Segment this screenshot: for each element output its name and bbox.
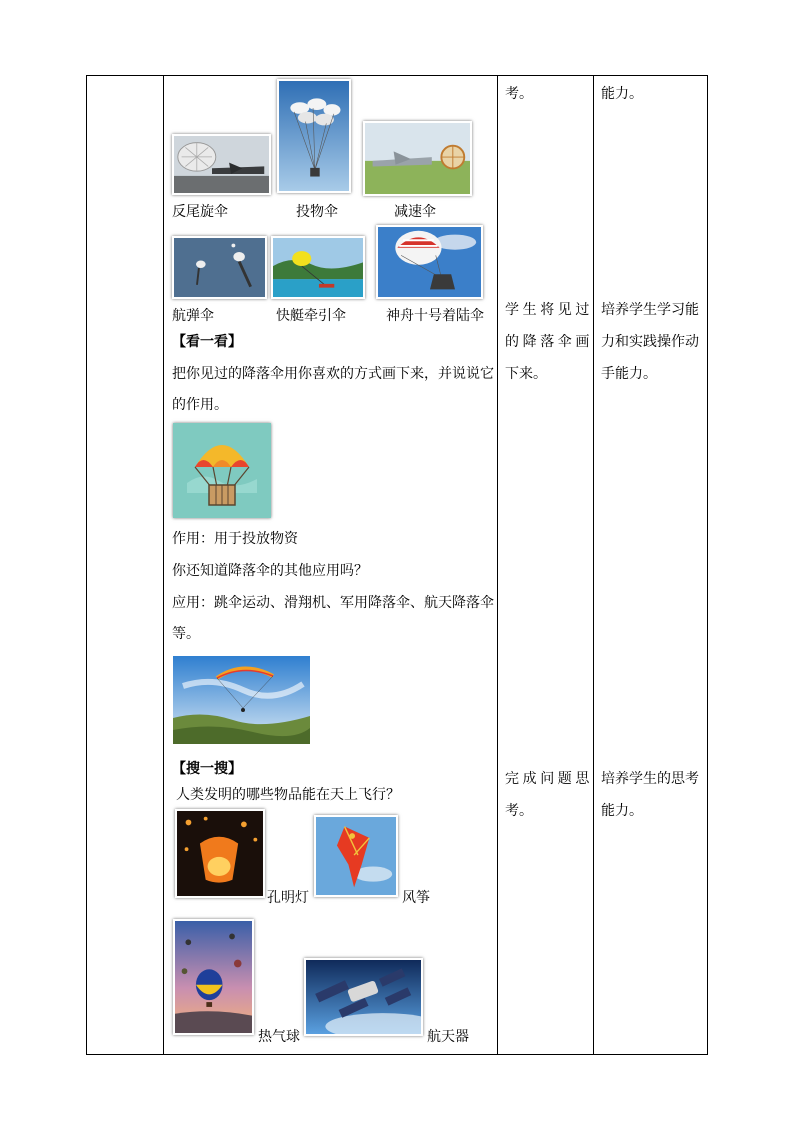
other-applications-question: 你还知道降落伞的其他应用吗？ bbox=[172, 563, 368, 579]
search-question: 人类发明的哪些物品能在天上飞行？ bbox=[176, 787, 400, 803]
search-heading: 【搜一搜】 bbox=[172, 761, 242, 777]
bomb-parachute-photo bbox=[172, 236, 267, 299]
hot-air-balloon-photo bbox=[173, 919, 254, 1035]
student-activity-row1: 考。 bbox=[505, 86, 533, 102]
table-border-right bbox=[707, 75, 708, 1055]
flying-item-label-4: 航天器 bbox=[427, 1029, 469, 1045]
student-activity-row2-line1: 学生将见过 bbox=[505, 302, 593, 318]
parachute-label-3: 减速伞 bbox=[394, 204, 436, 220]
look-instruction-line2: 的作用。 bbox=[172, 397, 228, 413]
flying-item-label-3: 热气球 bbox=[258, 1029, 300, 1045]
column-divider-3 bbox=[593, 75, 594, 1055]
student-activity-row2-line3: 下来。 bbox=[505, 366, 547, 382]
design-intent-row2-line2: 力和实践操作动 bbox=[601, 334, 699, 350]
design-intent-row3-line2: 能力。 bbox=[601, 803, 643, 819]
parachute-label-2: 投物伞 bbox=[296, 204, 338, 220]
shenzhou10-landing-parachute-photo bbox=[376, 225, 483, 299]
parachute-label-4: 航弹伞 bbox=[172, 308, 214, 324]
parachute-drawing bbox=[173, 423, 271, 518]
design-intent-row2-line3: 手能力。 bbox=[601, 366, 657, 382]
table-border-left bbox=[86, 75, 87, 1055]
table-border-bottom bbox=[86, 1054, 708, 1055]
student-activity-row3-line2: 考。 bbox=[505, 803, 533, 819]
parachute-label-6: 神舟十号着陆伞 bbox=[386, 308, 484, 324]
look-heading: 【看一看】 bbox=[172, 334, 242, 350]
column-divider-1 bbox=[163, 75, 164, 1055]
student-activity-row2-line2: 的降落伞画 bbox=[505, 334, 593, 350]
student-activity-row3-line1: 完成问题思 bbox=[505, 771, 593, 787]
column-divider-2 bbox=[497, 75, 498, 1055]
parachute-function: 作用：用于投放物资 bbox=[172, 531, 298, 547]
spacecraft-photo bbox=[304, 958, 423, 1036]
design-intent-row2-line1: 培养学生学习能 bbox=[601, 302, 699, 318]
look-instruction-line1: 把你见过的降落伞用你喜欢的方式画下来，并说说它 bbox=[172, 366, 494, 382]
drag-parachute-photo bbox=[363, 121, 472, 196]
paragliding-photo bbox=[173, 656, 310, 744]
parachute-label-5: 快艇牵引伞 bbox=[276, 308, 346, 324]
kongming-lantern-photo bbox=[175, 809, 265, 898]
design-intent-row1: 能力。 bbox=[601, 86, 643, 102]
speedboat-tow-parachute-photo bbox=[271, 236, 365, 299]
applications-line2: 等。 bbox=[172, 626, 200, 642]
design-intent-row3-line1: 培养学生的思考 bbox=[601, 771, 699, 787]
flying-item-label-2: 风筝 bbox=[402, 890, 430, 906]
table-border-top bbox=[86, 75, 708, 76]
applications-line1: 应用：跳伞运动、滑翔机、军用降落伞、航天降落伞 bbox=[172, 595, 494, 611]
cargo-drop-parachute-photo bbox=[277, 79, 351, 193]
kite-photo bbox=[314, 815, 398, 897]
anti-spin-parachute-photo bbox=[172, 134, 271, 195]
parachute-label-1: 反尾旋伞 bbox=[172, 204, 228, 220]
flying-item-label-1: 孔明灯 bbox=[267, 890, 309, 906]
